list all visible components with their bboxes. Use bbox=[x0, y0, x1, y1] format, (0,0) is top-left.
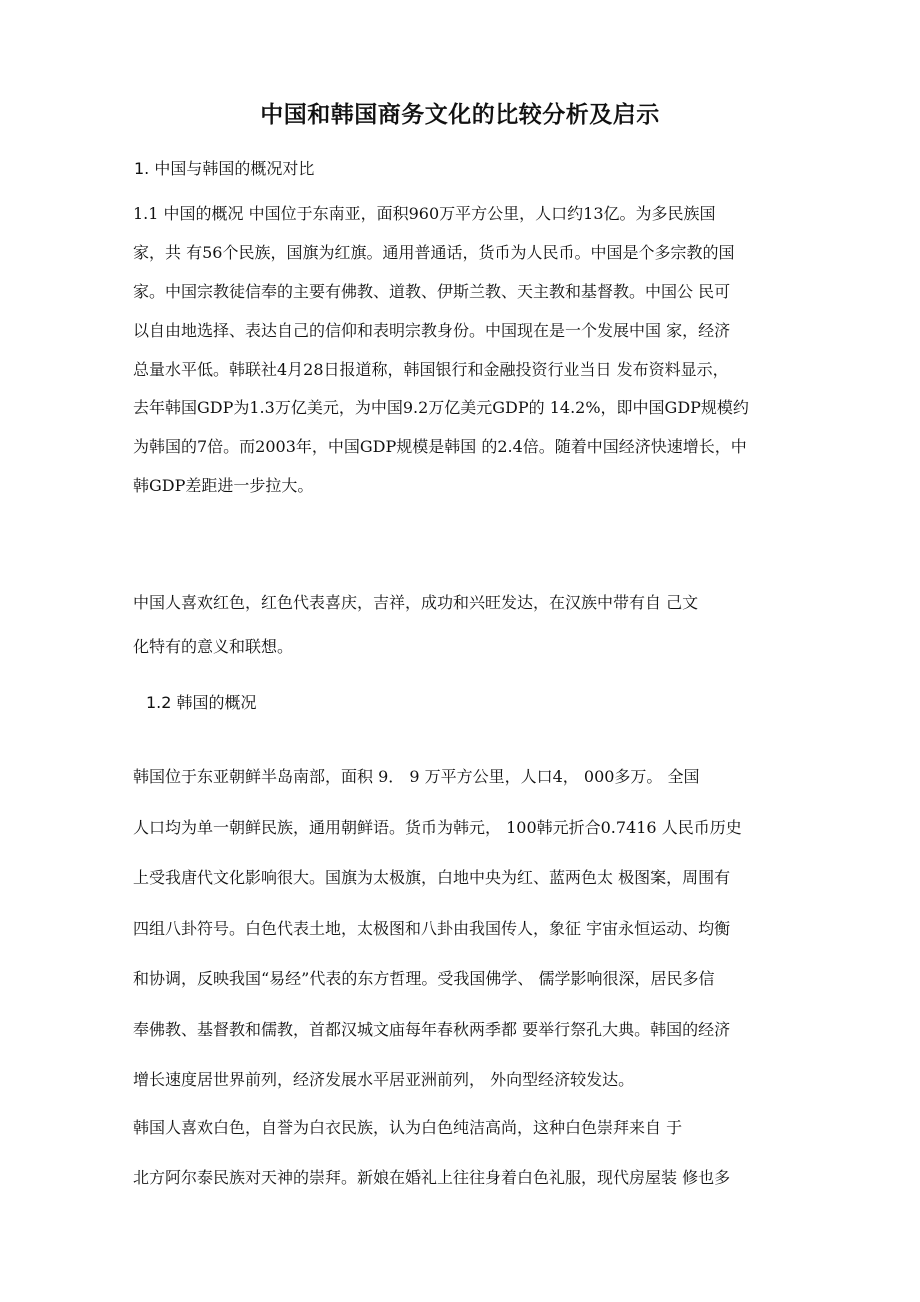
text-line: 奉佛教、基督教和儒教，首都汉城文庙每年春秋两季都 要举行祭孔大典。韩国的经济 bbox=[133, 1019, 731, 1039]
text-line: 上受我唐代文化影响很大。国旗为太极旗，白地中央为红、蓝两色太 极图案，周围有 bbox=[133, 868, 731, 887]
text-line: 中国人喜欢红色，红色代表喜庆，吉祥，成功和兴旺发达，在汉族中带有自 己文 bbox=[133, 593, 699, 612]
text-line: 人口均为单一朝鲜民族，通用朝鲜语。货币为韩元， 100韩元折合0.7416 人民币历史 bbox=[133, 817, 742, 837]
paragraph-china-red bbox=[133, 581, 793, 669]
text-line: 韩GDP差距进一步拉大。 bbox=[133, 476, 314, 496]
paragraph-china-overview bbox=[133, 195, 793, 506]
document-title: 中国和韩国商务文化的比较分析及启示 bbox=[260, 102, 660, 128]
text-line: 1.1 中国的概况 中国位于东南亚，面积960万平方公里，人口约13亿。为多民族国 bbox=[133, 204, 716, 223]
text-line: 以自由地选择、表达自己的信仰和表明宗教身份。中国现在是一个发展中国 家，经济 bbox=[133, 320, 731, 340]
text-line: 去年韩国GDP为1.3万亿美元，为中国9.2万亿美元GDP的 14.2%，即中国GDP规模约 bbox=[133, 398, 749, 418]
text-line: 家。中国宗教徒信奉的主要有佛教、道教、伊斯兰教、天主教和基督教。中国公 民可 bbox=[133, 281, 731, 301]
section-heading-1: 1. 中国与韩国的概况对比 bbox=[134, 159, 315, 178]
paragraph-korea-overview bbox=[133, 752, 793, 1106]
text-line: 家，共 有56个民族，国旗为红旗。通用普通话，货币为人民币。中国是个多宗教的国 bbox=[133, 242, 735, 262]
text-line: 为韩国的7倍。而2003年，中国GDP规模是韩国 的2.4倍。随着中国经济快速增长，中 bbox=[133, 437, 747, 457]
text-line: 四组八卦符号。白色代表土地，太极图和八卦由我国传人，象征 宇宙永恒运动、均衡 bbox=[133, 918, 731, 938]
text-line: 和协调，反映我国“易经”代表的东方哲理。受我国佛学、 儒学影响很深，居民多信 bbox=[133, 969, 715, 988]
text-line: 韩国位于东亚朝鲜半岛南部，面积 9． 9 万平方公里，人口4， 000多万。 全国 bbox=[133, 767, 700, 786]
paragraph-korea-white bbox=[133, 1103, 793, 1203]
text-line: 增长速度居世界前列，经济发展水平居亚洲前列， 外向型经济较发达。 bbox=[133, 1070, 635, 1089]
text-line: 总量水平低。韩联社4月28日报道称，韩国银行和金融投资行业当日 发布资料显示， bbox=[133, 359, 729, 379]
section-heading-1-2: 1.2 韩国的概况 bbox=[146, 693, 257, 712]
text-line: 北方阿尔泰民族对天神的崇拜。新娘在婚礼上往往身着白色礼服，现代房屋装 修也多 bbox=[133, 1168, 731, 1187]
text-line: 韩国人喜欢白色，自誉为白衣民族，认为白色纯洁高尚，这种白色崇拜来自 于 bbox=[133, 1118, 683, 1137]
text-line: 化特有的意义和联想。 bbox=[133, 637, 294, 656]
